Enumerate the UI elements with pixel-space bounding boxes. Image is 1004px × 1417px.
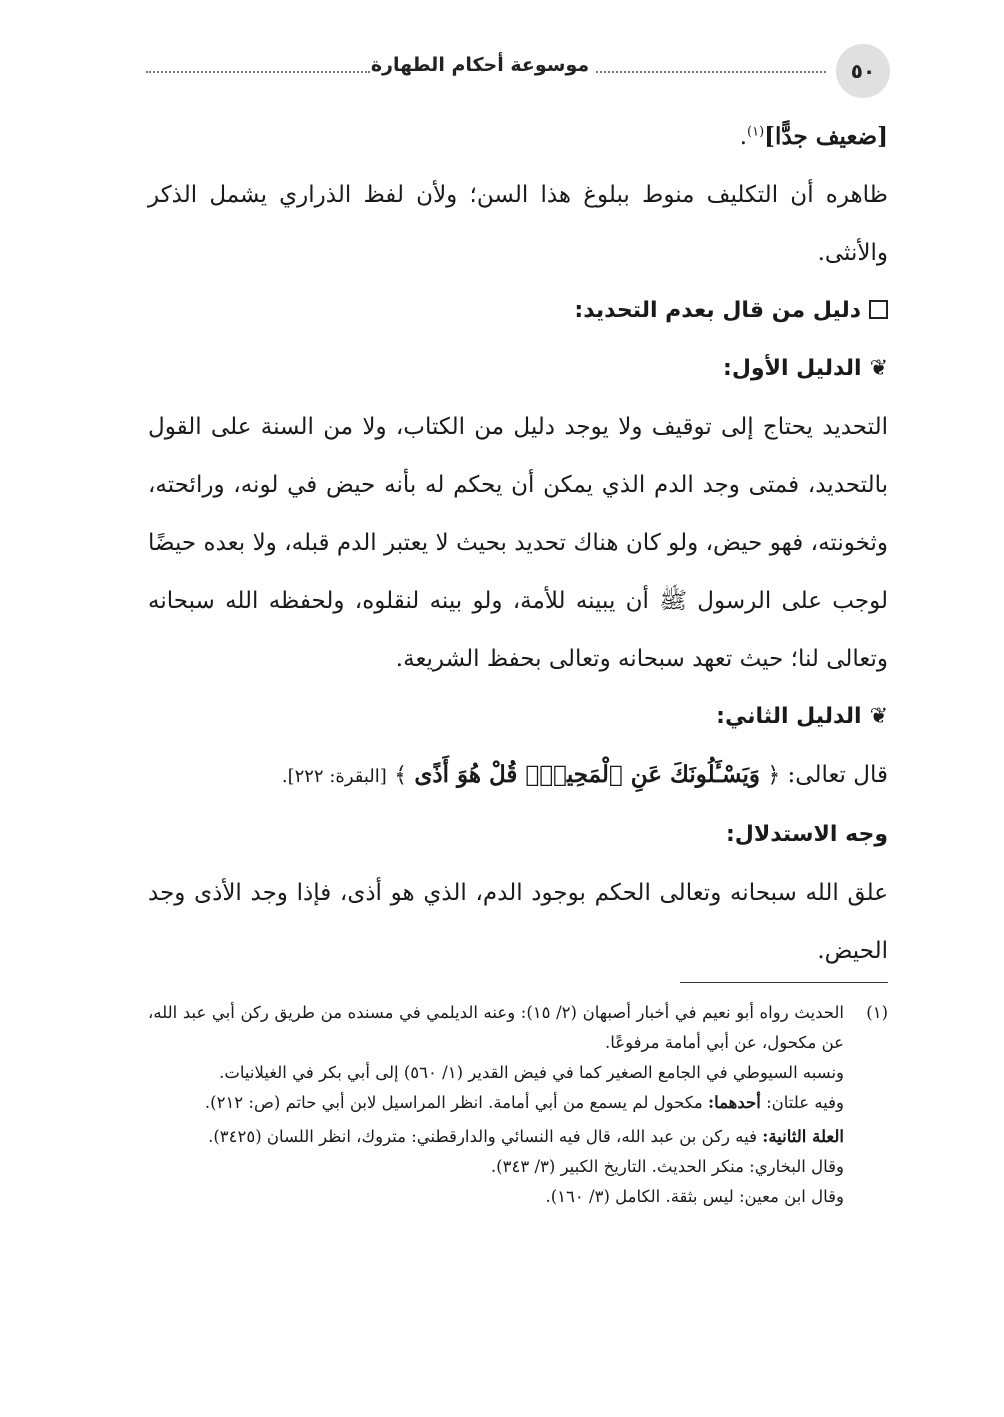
page-number-badge: ٥٠ — [836, 44, 890, 98]
qala-taala: قال تعالى: — [787, 762, 888, 788]
quran-reference: [البقرة: ٢٢٢]. — [281, 766, 387, 787]
footnote-line — [148, 1122, 844, 1152]
footnote-line: وقال البخاري: منكر الحديث. التاريخ الكبير (٣/ ٣٤٣). — [490, 1157, 844, 1176]
main-text — [148, 108, 888, 980]
quran-line — [148, 746, 888, 806]
footnote-bold-text: أحدهما: — [708, 1093, 761, 1112]
running-title: موسوعة أحكام الطهارة — [370, 54, 590, 76]
leaf-ornament-icon: ❦ — [869, 356, 888, 381]
footnote-text: وفيه علتان: — [766, 1093, 844, 1112]
checkbox-bullet-icon — [869, 300, 888, 319]
footnotes — [148, 998, 888, 1212]
footnote-body — [148, 998, 844, 1212]
daif-line — [148, 108, 888, 166]
grading-text: [ضعيف جدًّا] — [764, 123, 888, 150]
paragraph-zahir: ظاهره أن التكليف منوط ببلوغ هذا السن؛ ولأن لفظ الذراري يشمل الذكر والأنثى. — [148, 182, 888, 266]
paragraph-allaqa: علق الله سبحانه وتعالى الحكم بوجود الدم، الذي هو أذى، فإذا وجد الأذى وجد الحيض. — [148, 880, 888, 964]
quran-bracket-open: ﴿ — [767, 763, 781, 788]
header-dotted-line-left — [146, 71, 370, 73]
footnote-line: ونسبه السيوطي في الجامع الصغير كما في فيض القدير (١/ ٥٦٠) إلى أبي بكر في الغيلانيات. — [219, 1063, 844, 1082]
footnote-bold-text: العلة الثانية: — [762, 1127, 844, 1146]
heading-first-evidence — [148, 340, 888, 398]
heading-second-evidence — [148, 688, 888, 746]
footnote-1 — [148, 998, 888, 1212]
footnote-line: وقال ابن معين: ليس بثقة. الكامل (٣/ ١٦٠). — [545, 1187, 844, 1206]
heading-evidence-no-limit-text: دليل من قال بعدم التحديد: — [574, 298, 861, 323]
heading-inference: وجه الاستدلال: — [725, 822, 888, 847]
footnote-text: مكحول لم يسمع من أبي أمامة. انظر المراسيل لابن أبي حاتم (ص: ٢١٢). — [204, 1093, 703, 1112]
quran-verse: وَيَسْـَٔلُونَكَ عَنِ ٱلْمَحِيضِۖ قُلْ هُوَ أَذًى — [414, 761, 761, 788]
footnote-line: الحديث رواه أبو نعيم في أخبار أصبهان (٢/ ١٥): وعنه الديلمي في مسنده من طريق ركن أبي عبد الله، عن مكحول، عن أبي أمامة مرفوعًا. — [148, 1003, 844, 1052]
footnote-line — [148, 1088, 844, 1118]
heading-second-evidence-text: الدليل الثاني: — [716, 704, 862, 729]
page-header — [140, 44, 890, 100]
heading-first-evidence-text: الدليل الأول: — [723, 356, 862, 381]
header-dotted-line-right — [596, 71, 826, 73]
leaf-ornament-icon: ❦ — [869, 704, 888, 729]
paragraph-tahdid: التحديد يحتاج إلى توقيف ولا يوجد دليل من الكتاب، ولا من السنة على القول بالتحديد، فمتى وجد الدم الذي يمكن أن يحكم له بأنه حيض في لونه، ورائحته، وثخونته، فهو حيض، ولو كان هناك تحديد بحيث لا يعتبر الدم قبله، ولا بعده حيضًا لوجب على الرسول ﷺ أن يبينه للأمة، ولو بينه لنقلوه، ولحفظه الله سبحانه وتعالى لنا؛ حيث تعهد سبحانه وتعالى بحفظ الشريعة. — [148, 414, 888, 672]
quran-bracket-close: ﴾ — [394, 763, 408, 788]
footnote-ref-1[interactable]: (١) — [747, 124, 765, 140]
heading-evidence-no-limit — [148, 282, 888, 340]
footnote-separator — [680, 982, 888, 983]
footnote-text: فيه ركن بن عبد الله، قال فيه النسائي والدارقطني: متروك، انظر اللسان (٣٤٢٥). — [208, 1127, 757, 1146]
period: . — [739, 124, 748, 150]
footnote-number: (١) — [866, 1003, 888, 1022]
